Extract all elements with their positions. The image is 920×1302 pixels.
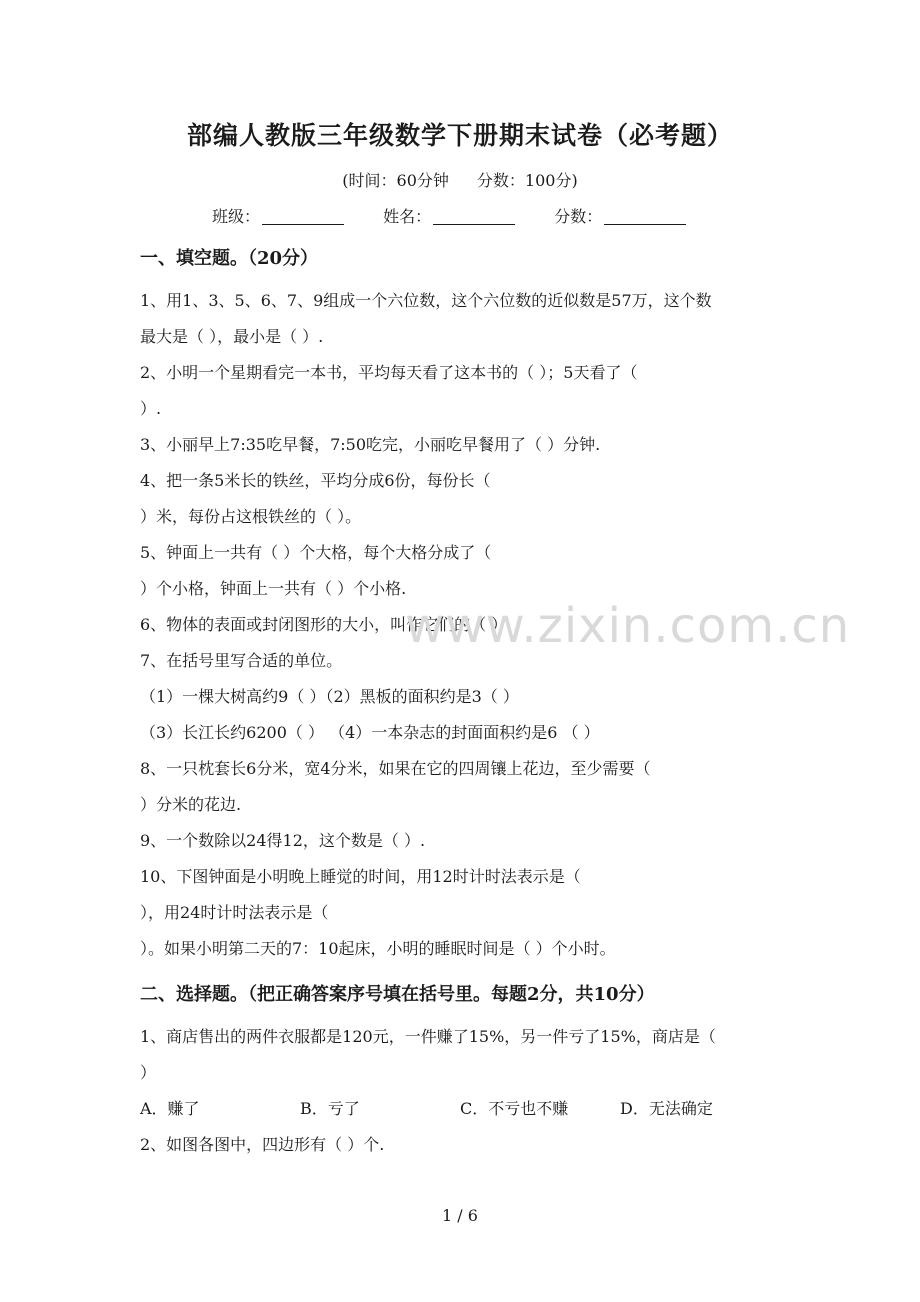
question-line: 6、物体的表面或封闭图形的大小，叫作它们的（ ）.	[140, 615, 513, 634]
page-number: 1 / 6	[442, 1206, 478, 1225]
exam-subtitle	[0, 168, 920, 191]
question-line: （1）一棵大树高约9（ ）（2）黑板的面积约是3（ ）	[140, 687, 519, 706]
option-b: B．亏了	[300, 1099, 360, 1118]
question-line: 9、一个数除以24得12，这个数是（ ）.	[140, 831, 426, 850]
question-line: ）米，每份占这根铁丝的（ ）。	[140, 507, 362, 526]
question-line: ）	[140, 1063, 157, 1082]
question-line: ）个小格，钟面上一共有（ ）个小格.	[140, 579, 407, 598]
question-line: 8、一只枕套长6分米，宽4分米，如果在它的四周镶上花边，至少需要（	[140, 759, 651, 778]
class-field: 班级：	[212, 204, 344, 227]
question-line: 10、下图钟面是小明晚上睡觉的时间，用12时计时法表示是（	[140, 867, 581, 886]
question-line: 7、在括号里写合适的单位。	[140, 651, 343, 670]
question-line: ），用24时计时法表示是（	[140, 903, 329, 922]
section2-heading: 二、选择题。（把正确答案序号填在括号里。每题2分，共10分）	[140, 984, 655, 1005]
watermark: www.zixin.com.cn	[405, 598, 851, 654]
question-line: 2、小明一个星期看完一本书，平均每天看了这本书的（ ）；5天看了（	[140, 363, 638, 382]
question-line: 4、把一条5米长的铁丝，平均分成6份，每份长（	[140, 471, 491, 490]
question-line: ）.	[140, 399, 162, 418]
name-blank	[433, 208, 515, 225]
section1-heading: 一、填空题。（20分）	[140, 248, 319, 269]
question-line: 1、用1、3、5、6、7、9组成一个六位数，这个六位数的近似数是57万，这个数	[140, 291, 712, 310]
option-d: D．无法确定	[620, 1099, 713, 1118]
question-line: ）。如果小明第二天的7：10起床，小明的睡眠时间是（ ）个小时。	[140, 939, 616, 958]
name-field: 姓名：	[383, 204, 515, 227]
score-blank	[604, 208, 686, 225]
question-line: 最大是（ ），最小是（ ）.	[140, 327, 324, 346]
question-line: 3、小丽早上7:35吃早餐，7:50吃完，小丽吃早餐用了（ ）分钟.	[140, 435, 601, 454]
question-line: ）分米的花边.	[140, 795, 242, 814]
exam-title: 部编人教版三年级数学下册期末试卷（必考题）	[186, 121, 733, 150]
student-info	[212, 204, 720, 227]
score-field: 分数：	[554, 204, 686, 227]
question-line: 5、钟面上一共有（ ）个大格，每个大格分成了（	[140, 543, 492, 562]
option-a: A．赚了	[140, 1099, 200, 1118]
total-score: 分数：100分)	[476, 171, 578, 190]
answer-options	[140, 1096, 713, 1119]
time-limit: (时间：60分钟	[342, 171, 449, 190]
question-line: （3）长江长约6200（ ） （4）一本杂志的封面面积约是6 （ ）	[140, 723, 600, 742]
question-line: 2、如图各图中，四边形有（ ）个.	[140, 1135, 385, 1154]
option-c: C．不亏也不赚	[460, 1099, 569, 1118]
question-line: 1、商店售出的两件衣服都是120元，一件赚了15%，另一件亏了15%，商店是（	[140, 1027, 716, 1046]
class-blank	[262, 208, 344, 225]
